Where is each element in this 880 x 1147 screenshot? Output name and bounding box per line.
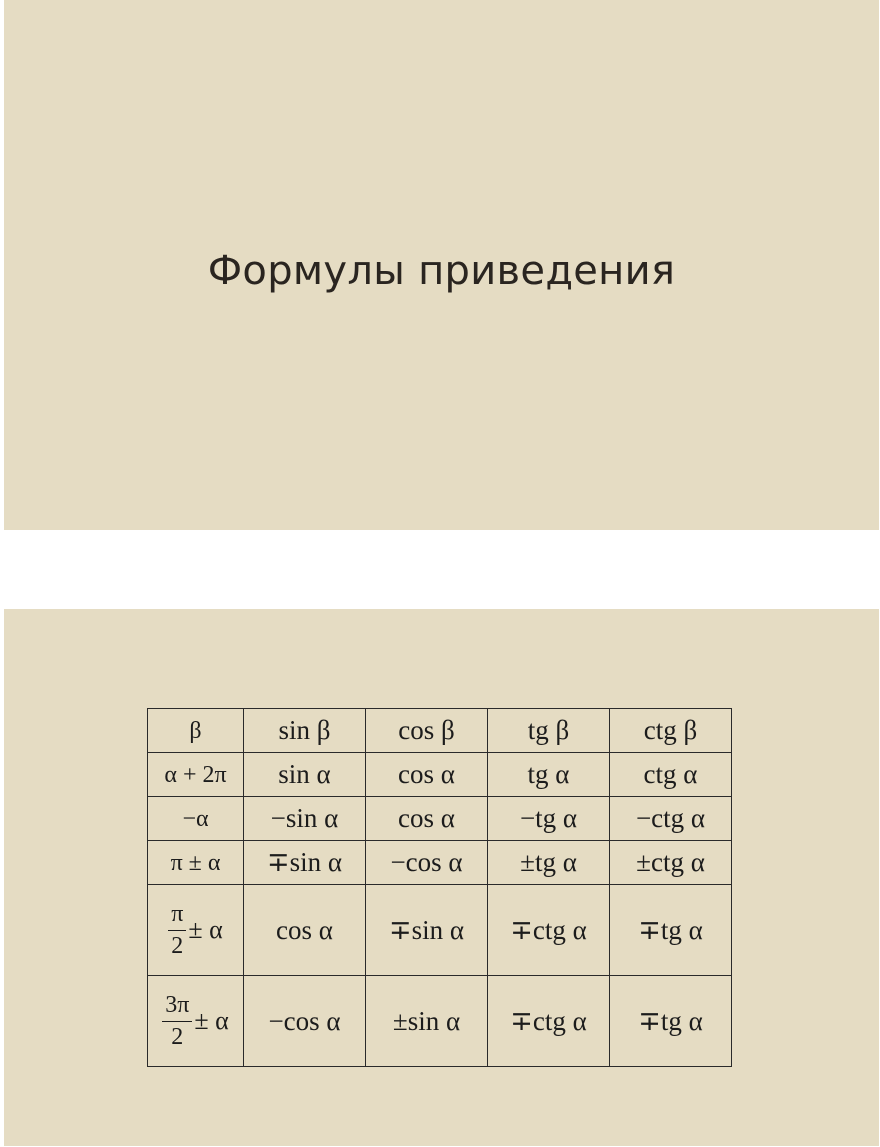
tg-cell: tg α — [488, 753, 610, 797]
fraction-denominator: 2 — [171, 1023, 184, 1050]
tg-cell: tg β — [488, 709, 610, 753]
table-row — [148, 976, 732, 1067]
cos-cell: cos α — [366, 753, 488, 797]
tg-cell: −tg α — [488, 797, 610, 841]
tg-cell: ±tg α — [488, 841, 610, 885]
ctg-cell: −ctg α — [610, 797, 732, 841]
ctg-cell: ctg α — [610, 753, 732, 797]
slide-title: Формулы приведения — [207, 248, 676, 294]
cos-cell: cos α — [366, 797, 488, 841]
sin-cell: cos α — [244, 885, 366, 976]
fraction-denominator: 2 — [171, 932, 184, 959]
table-row — [148, 885, 732, 976]
argument-cell: β — [148, 709, 244, 753]
argument-cell — [148, 976, 244, 1067]
cos-cell: ±sin α — [366, 976, 488, 1067]
argument-cell: α + 2π — [148, 753, 244, 797]
fraction — [162, 992, 192, 1050]
fraction — [168, 901, 186, 959]
argument-suffix: ± α — [188, 915, 223, 944]
argument-expression — [168, 901, 223, 959]
argument-cell — [148, 885, 244, 976]
cos-cell: ∓sin α — [366, 885, 488, 976]
table-slide — [4, 609, 879, 1146]
ctg-cell: ctg β — [610, 709, 732, 753]
cos-cell: −cos α — [366, 841, 488, 885]
table-row — [148, 709, 732, 753]
tg-cell: ∓ctg α — [488, 885, 610, 976]
reduction-formulas-table — [147, 708, 732, 1067]
argument-expression — [162, 992, 229, 1050]
fraction-numerator: 3π — [162, 992, 192, 1021]
sin-cell: −sin α — [244, 797, 366, 841]
argument-cell: −α — [148, 797, 244, 841]
ctg-cell: ∓tg α — [610, 976, 732, 1067]
table-row — [148, 841, 732, 885]
table-row — [148, 797, 732, 841]
argument-suffix: ± α — [194, 1006, 229, 1035]
tg-cell: ∓ctg α — [488, 976, 610, 1067]
sin-cell: sin α — [244, 753, 366, 797]
argument-cell: π ± α — [148, 841, 244, 885]
table-row — [148, 753, 732, 797]
ctg-cell: ∓tg α — [610, 885, 732, 976]
ctg-cell: ±ctg α — [610, 841, 732, 885]
title-slide — [4, 0, 879, 530]
sin-cell: −cos α — [244, 976, 366, 1067]
sin-cell: sin β — [244, 709, 366, 753]
fraction-numerator: π — [168, 901, 186, 930]
sin-cell: ∓sin α — [244, 841, 366, 885]
cos-cell: cos β — [366, 709, 488, 753]
